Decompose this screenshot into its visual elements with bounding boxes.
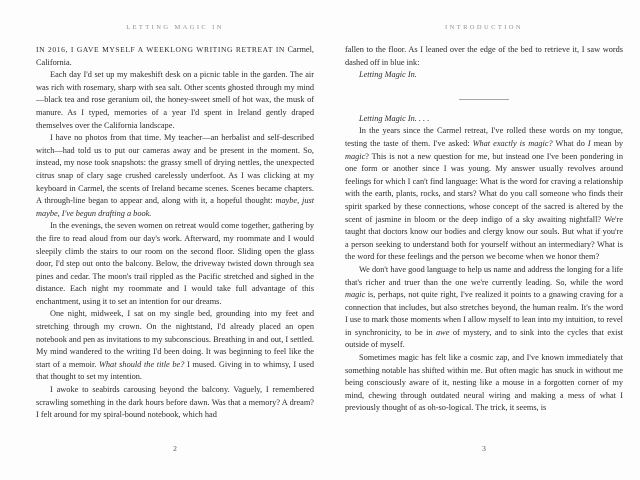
opening-lead-caps: IN 2016, I GAVE MYSELF A WEEKLONG WRITING RETREAT IN <box>36 45 285 54</box>
section-divider <box>459 99 509 100</box>
page-number-right: 3 <box>482 444 486 453</box>
paragraph: In the evenings, the seven women on retreat would come together, gathering by the fire to read aloud from our day's work. Afterward, my roommate and I would sleepily climb the stairs to our room on the second floor. Sliding open the glass door, I'd step out onto the balcony. Below, the driveway twisted down through sea pines and cedar. The moon's trail rippled as the Pacific stretched and sighed in the distance. Each night my roommate and I would take full advantage of this enchantment, using it to set an intention for our dreams. <box>36 221 314 306</box>
page-number-left: 2 <box>173 444 177 453</box>
notebook-note-line: Letting Magic In. <box>359 70 417 80</box>
paragraph: Sometimes magic has felt like a cosmic zap, and I've known immediately that something notable has shifted within me. But often magic has snuck in without me being consciously aware of it, nesting like a mouse in a forgotten corner of my mind, chewing through outdated neural wiring and making a mess of what I previously thought of as oh-so-logical. The trick, it seems, is <box>345 353 623 413</box>
paragraph: We don't have good language to help us name and address the longing for a life that's richer and truer than the one we're currently leading. So, while the word magic is, perhaps, not quite right, I've realized it points to a gnawing craving for a connection that includes, but also stretches beyond, the human realm. It's the word I use to mark those moments when I allow myself to lean into my intuition, to revel in synchronicity, to be in awe of mystery, and to sink into the cycles that exist outside of myself. <box>345 264 623 350</box>
opening-lead-rest: Carmel, California. <box>36 45 314 67</box>
paragraph: In the years since the Carmel retreat, I've rolled these words on my tongue, testing the taste of them. I've asked: What exactly is magic? What do I mean by magic? This is not a new question for me, but instead one I've been pondering in one form or another since I was young. My answer usually revolves around feelings for which I can't find language: What is the word for craving a relationship with the earth, plants, rocks, and stars? What do you call someone who finds their spirit sparked by these connections, whose concept of the sacred is altered by the scent of jasmine in bloom or the deep indigo of a sky awaiting nightfall? We're taught that doctors know our bodies and clergy know our souls. But what if you're a person seeking to understand both for yourself without an intermediary? What is the word for these feelings and the person we become when we honor them? <box>345 126 624 262</box>
scene-opening-line: Letting Magic In. . . . <box>359 113 430 123</box>
paragraph: I awoke to seabirds carousing beyond the balcony. Vaguely, I remembered scrawling something in the dark hours before dawn. Was that a memory? A dream? I felt around for my spiral-bound notebook, which had <box>36 385 314 420</box>
paragraph: Each day I'd set up my makeshift desk on a picnic table in the garden. The air was rich with rosemary, sharp with sea salt. Other scents ghosted through my mind—black tea and rose geranium oil, the honey-sweet smell of hot wax, the musk of manure. As I typed, memories of a year I'd spent in Ireland gently draped themselves over the California landscape. <box>36 70 314 130</box>
running-head-left: LETTING MAGIC IN <box>126 24 224 31</box>
right-page-body <box>345 44 623 415</box>
paragraph: One night, midweek, I sat on my single bed, grounding into my feet and stretching through my crown. On the nightstand, I'd already placed an open notebook and pen as invitations to my subconscious. Breathing in and out, I settled. My mind wandered to the writing I'd been doing. It was beginning to feel like the start of a memoir. What should the title be? I mused. Giving in to whimsy, I used that thought to set my intention. <box>36 309 314 382</box>
left-page <box>36 0 314 480</box>
paragraph: I have no photos from that time. My teacher—an herbalist and self-described witch—had told us to put our cameras away and be present in the moment. So, instead, my nose took snapshots: the grassy smell of drying nettles, the unexpected citrus snap of clary sage crushed carelessly underfoot. As I was clicking at my keyboard in Carmel, the scents of Ireland became scenes. Scenes became chapters. A through-line began to appear and, along with it, a hopeful thought: maybe, just maybe, I've begun drafting a book. <box>36 133 314 218</box>
left-page-body <box>36 44 314 422</box>
continuation-paragraph: fallen to the floor. As I leaned over the edge of the bed to retrieve it, I saw words dashed off in blue ink: <box>345 45 623 67</box>
opening-paragraph <box>36 44 314 69</box>
running-head-right: INTRODUCTION <box>445 24 523 31</box>
right-page <box>345 0 623 480</box>
